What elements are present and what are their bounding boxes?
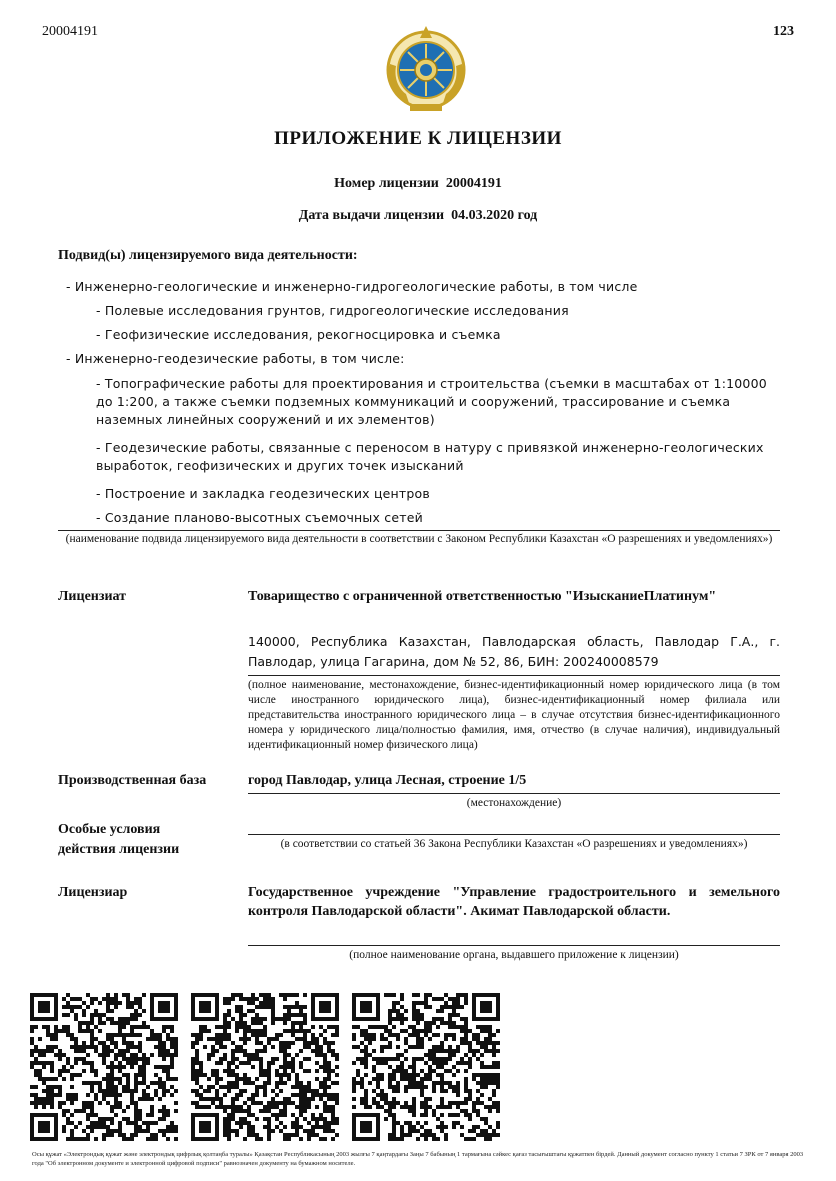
conditions-label-line2: действия лицензии: [58, 842, 180, 857]
production-base-value: город Павлодар, улица Лесная, строение 1/5: [248, 773, 527, 788]
subtype-subitem: - Геодезические работы, связанные с переносом в натуру с привязкой инженерно-геологических выработок, геофизических и других точек изысканий: [96, 440, 764, 473]
qr-code-icon: [352, 993, 500, 1141]
licensor-caption: (полное наименование органа, выдавшего приложение к лицензии): [349, 949, 679, 961]
subtype-subitem: - Геофизические исследования, рекогносцировка и съемка: [96, 327, 501, 342]
licensor-label: Лицензиар: [58, 885, 128, 900]
license-date-value: 04.03.2020 год: [451, 208, 538, 223]
conditions-caption: (в соответствии со статьей 36 Закона Республики Казахстан «О разрешениях и уведомлениях»): [280, 838, 748, 850]
subtype-subitem: - Создание планово-высотных съемочных сетей: [96, 510, 423, 525]
license-number-label: Номер лицензии: [334, 176, 439, 191]
document-number: 20004191: [42, 24, 98, 39]
divider: [248, 834, 780, 835]
divider: [248, 793, 780, 794]
production-base-label: Производственная база: [58, 773, 207, 788]
license-date-row: [0, 208, 836, 224]
license-number-value: 20004191: [445, 176, 502, 191]
subtype-subitem: - Построение и закладка геодезических центров: [96, 486, 430, 501]
qr-code-icon: [30, 993, 178, 1141]
licensee-address: 140000, Республика Казахстан, Павлодарская область, Павлодар Г.А., г. Павлодар, улица Гагарина, дом № 52, 86, БИН: 200240008579: [248, 634, 780, 669]
licensee-label: Лицензиат: [58, 589, 127, 604]
divider: [248, 945, 780, 946]
legal-footer: Осы құжат «Электрондық құжат және электрондық цифрлық қолтаңба туралы» Қазақстан Республикасының 2003 жылғы 7 қаңтардағы Заңы 7 бабының 1 тармағына сәйкес қағаз тасығыштағы құжатпен бірдей. Данный документ согласно пункту 1 статьи 7 ЗРК от 7 января 2003 года "Об электронном документе и электронной цифровой подписи" равнозначен документу на бумажном носителе.: [32, 1151, 804, 1167]
subtypes-caption: (наименование подвида лицензируемого вида деятельности в соответствии с Законом Республики Казахстан «О разрешениях и уведомлениях»): [65, 533, 773, 545]
subtype-subitem: - Полевые исследования грунтов, гидрогеологические исследования: [96, 303, 569, 318]
subtypes-heading: Подвид(ы) лицензируемого вида деятельности:: [58, 248, 358, 263]
subtype-item-geodesy: - Инженерно-геодезические работы, в том числе:: [66, 351, 405, 366]
subtype-item-geology: - Инженерно-геологические и инженерно-гидрогеологические работы, в том числе: [66, 279, 638, 294]
divider: [58, 530, 780, 531]
licensor-value: Государственное учреждение "Управление градостроительного и земельного контроля Павлодарской области". Акимат Павлодарской области.: [248, 885, 780, 919]
divider: [248, 675, 780, 676]
conditions-label-line1: Особые условия: [58, 822, 161, 837]
license-date-label: Дата выдачи лицензии: [298, 208, 445, 223]
state-emblem-icon: [384, 24, 468, 112]
page-title: ПРИЛОЖЕНИЕ К ЛИЦЕНЗИИ: [274, 128, 562, 149]
subtype-subitem: - Топографические работы для проектирования и строительства (съемки в масштабах от 1:10000 до 1:200, а также съемки подземных коммуникаций и сооружений, трассирование и съемка наземных линейных сооружений и их элементов): [96, 376, 767, 427]
licensee-name: Товарищество с ограниченной ответственностью "ИзысканиеПлатинум": [248, 589, 717, 604]
licensee-caption: (полное наименование, местонахождение, бизнес-идентификационный номер юридического лица (в том числе иностранного юридического лица), бизнес-идентификационный номер филиала или представительства иностранного юридического лица – в случае отсутствия бизнес-идентификационного номера у юридического лица/полностью фамилия, имя, отчество (в случае наличия), индивидуальный идентификационный номер физического лица): [248, 679, 780, 751]
page-number: 123: [773, 24, 794, 39]
qr-code-icon: [191, 993, 339, 1141]
license-number-row: [0, 176, 836, 192]
production-base-caption: (местонахождение): [466, 797, 562, 809]
